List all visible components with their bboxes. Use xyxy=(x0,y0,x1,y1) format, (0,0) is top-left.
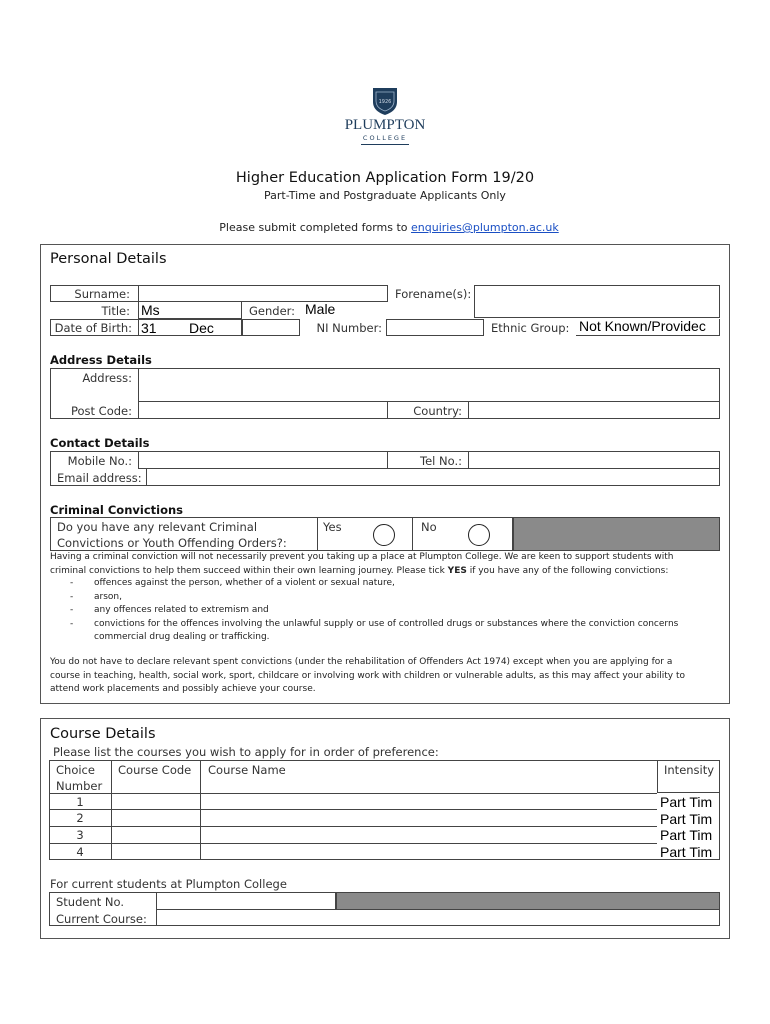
intensity-select[interactable]: Part Tim xyxy=(660,844,713,860)
criminal-question-2: Convictions or Youth Offending Orders?: xyxy=(57,536,287,550)
bullet-item: - convictions for the offences involving the unlawful supply or use of controlled drugs or substances where the conviction concerns xyxy=(70,618,679,629)
criminal-bullets xyxy=(70,577,730,645)
bullet-item: - arson, xyxy=(70,591,122,602)
yes-radio[interactable] xyxy=(373,524,395,546)
tel-label: Tel No.: xyxy=(420,454,462,468)
form-subtitle: Part-Time and Postgraduate Applicants Only xyxy=(264,189,506,202)
col-choice-2: Number xyxy=(56,779,103,793)
email-link[interactable]: enquiries@plumpton.ac.uk xyxy=(411,221,559,234)
email-field[interactable] xyxy=(146,468,720,486)
ni-label: NI Number: xyxy=(316,321,382,335)
criminal-para1 xyxy=(50,551,730,578)
logo-name: PLUMPTON xyxy=(344,117,426,133)
col-name: Course Name xyxy=(208,763,286,777)
course-heading: Course Details xyxy=(50,726,156,742)
forenames-field[interactable] xyxy=(474,285,720,318)
address-heading: Address Details xyxy=(50,353,152,367)
no-radio[interactable] xyxy=(468,524,490,546)
dob-label: Date of Birth: xyxy=(54,321,132,335)
bullet-item: - any offences related to extremism and xyxy=(70,605,269,615)
current-course-field[interactable] xyxy=(156,909,720,926)
bullet-item-cont: commercial drug dealing or trafficking. xyxy=(94,632,270,642)
dob-day: 31 xyxy=(141,320,157,336)
personal-heading: Personal Details xyxy=(50,251,167,267)
table-row-choice: 4 xyxy=(76,845,84,859)
form-title: Higher Education Application Form 19/20 xyxy=(235,170,535,186)
email-label: Email address: xyxy=(57,471,142,485)
tel-field[interactable] xyxy=(468,451,720,469)
intensity-select[interactable]: Part Tim xyxy=(660,827,713,843)
gender-label: Gender: xyxy=(249,304,296,318)
yes-label: Yes xyxy=(323,520,342,534)
address-label: Address: xyxy=(82,371,132,385)
ethnic-value[interactable]: Not Known/Providec xyxy=(579,318,706,334)
criminal-question-1: Do you have any relevant Criminal xyxy=(57,520,258,534)
dob-year-field[interactable] xyxy=(242,319,300,336)
intensity-select[interactable]: Part Tim xyxy=(660,794,713,810)
criminal-para1-line1: Having a criminal conviction will not necessarily prevent you taking up a place at Plumpton College. We are keen to support students with xyxy=(50,552,674,562)
col-choice: Choice xyxy=(56,763,95,777)
dob-month: Dec xyxy=(189,320,214,336)
no-label: No xyxy=(421,520,437,534)
current-heading: For current students at Plumpton College xyxy=(50,877,287,891)
ni-field[interactable] xyxy=(386,319,484,336)
student-no-field[interactable] xyxy=(156,892,336,910)
college-logo xyxy=(335,86,435,148)
col-code: Course Code xyxy=(118,763,192,777)
crest-icon xyxy=(370,86,400,116)
forenames-label: Forename(s): xyxy=(395,287,472,301)
table-row-choice: 3 xyxy=(76,828,84,842)
course-instruction: Please list the courses you wish to apply for in order of preference: xyxy=(53,745,439,759)
country-field[interactable] xyxy=(468,401,720,419)
postcode-label: Post Code: xyxy=(70,404,132,418)
criminal-heading: Criminal Convictions xyxy=(50,503,184,517)
table-row-choice: 2 xyxy=(76,811,84,825)
student-no-label: Student No. xyxy=(56,895,125,909)
address-field[interactable] xyxy=(138,368,720,402)
table-row-choice: 1 xyxy=(76,795,84,809)
postcode-field[interactable] xyxy=(138,401,388,419)
title-label: Title: xyxy=(101,304,130,318)
criminal-para1-line2: criminal convictions to help them succeed within their own learning journey. Please tick YES if you have any of the following convictions: xyxy=(50,565,669,576)
submit-line xyxy=(0,221,770,234)
mobile-label: Mobile No.: xyxy=(67,454,132,468)
logo-sub: COLLEGE xyxy=(362,134,408,142)
contact-heading: Contact Details xyxy=(50,436,150,450)
title-value: Ms xyxy=(141,302,160,318)
surname-field[interactable] xyxy=(138,285,388,302)
intensity-select[interactable]: Part Tim xyxy=(660,811,713,827)
mobile-field[interactable] xyxy=(138,451,388,469)
criminal-para2: You do not have to declare relevant spent convictions (under the rehabilitation of Offenders Act 1974) except when you are applying for a course in teaching, health, social work, sport, childcare or involving work with children or vulnerable adults, as this may affect your ability to attend work placements and possibly achieve your course. xyxy=(50,657,686,694)
submit-prefix: Please submit completed forms to xyxy=(219,221,408,234)
current-course-label: Current Course: xyxy=(56,912,147,926)
country-label: Country: xyxy=(413,404,462,418)
col-intensity: Intensity xyxy=(664,763,715,777)
surname-label: Surname: xyxy=(74,287,130,301)
ethnic-label: Ethnic Group: xyxy=(491,321,570,335)
bullet-item: - offences against the person, whether of a violent or sexual nature, xyxy=(70,578,395,588)
svg-text:1926: 1926 xyxy=(378,99,392,105)
gender-value[interactable]: Male xyxy=(305,301,336,317)
